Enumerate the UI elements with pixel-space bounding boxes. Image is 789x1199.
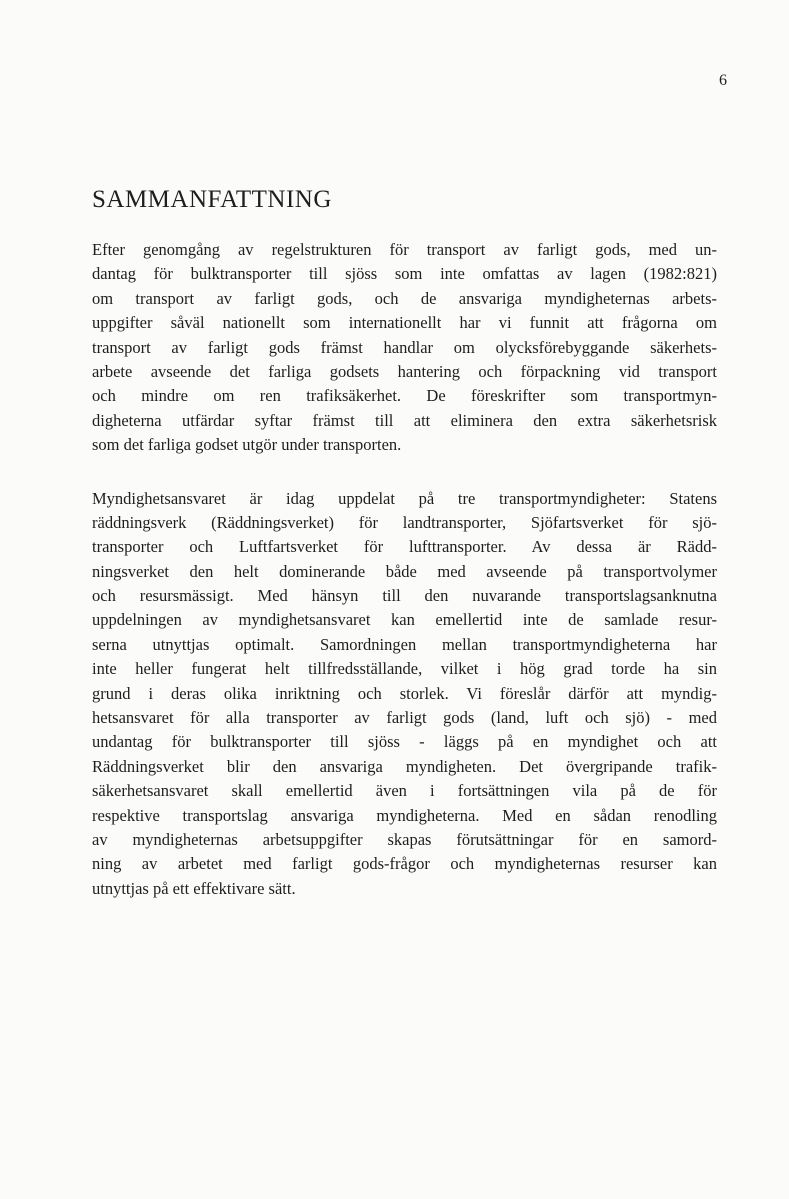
text-line: räddningsverk (Räddningsverket) för landtransporter, Sjöfartsverket för sjö- xyxy=(92,512,717,532)
text-line: och resursmässigt. Med hänsyn till den nuvarande transportslagsanknutna xyxy=(92,586,717,606)
text-line: digheterna utfärdar syftar främst till att eliminera den extra säkerhetsrisk xyxy=(92,410,717,430)
text-line: som det farliga godset utgör under transporten. xyxy=(92,435,402,455)
body-text xyxy=(92,238,717,930)
text-line: ning av arbetet med farligt gods-frågor och myndigheternas resurser kan xyxy=(92,854,717,874)
text-line: transport av farligt gods främst handlar om olycksförebyggande säkerhets- xyxy=(92,337,717,357)
text-line: ningsverket den helt dominerande både med avseende på transportvolymer xyxy=(92,561,717,581)
text-line: transporter och Luftfartsverket för lufttransporter. Av dessa är Rädd- xyxy=(92,537,717,557)
text-line: undantag för bulktransporter till sjöss - läggs på en myndighet och att xyxy=(92,732,717,752)
text-line: utnyttjas på ett effektivare sätt. xyxy=(92,878,296,898)
paragraph-1 xyxy=(92,238,717,458)
text-line: grund i deras olika inriktning och storlek. Vi föreslår därför att myndig- xyxy=(92,683,717,703)
text-line: Efter genomgång av regelstrukturen för transport av farligt gods, med un- xyxy=(92,240,717,259)
page-number: 6 xyxy=(719,72,727,89)
text-line: om transport av farligt gods, och de ansvariga myndigheternas arbets- xyxy=(92,288,717,308)
text-line: hetsansvaret för alla transporter av farligt gods (land, luft och sjö) - med xyxy=(92,708,717,728)
text-line: säkerhetsansvaret skall emellertid även i fortsättningen vila på de för xyxy=(92,781,717,801)
text-line: Myndighetsansvaret är idag uppdelat på tre transportmyndigheter: Statens xyxy=(92,488,717,508)
text-line: serna utnyttjas optimalt. Samordningen mellan transportmyndigheterna har xyxy=(92,634,717,654)
text-line: arbete avseende det farliga godsets hantering och förpackning vid transport xyxy=(92,361,717,381)
text-line: och mindre om ren trafiksäkerhet. De föreskrifter som transportmyn- xyxy=(92,386,717,406)
text-line: dantag för bulktransporter till sjöss som inte omfattas av lagen (1982:821) xyxy=(92,264,717,284)
text-line: inte heller fungerat helt tillfredsställande, vilket i hög grad torde ha sin xyxy=(92,659,717,679)
text-line: Räddningsverket blir den ansvariga myndigheten. Det övergripande trafik- xyxy=(92,756,717,776)
text-line: av myndigheternas arbetsuppgifter skapas förutsättningar för en samord- xyxy=(92,829,717,849)
text-line: uppgifter såväl nationellt som internationellt har vi funnit att frågorna om xyxy=(92,313,717,333)
text-line: uppdelningen av myndighetsansvaret kan emellertid inte de samlade resur- xyxy=(92,610,717,630)
page-title: SAMMANFATTNING xyxy=(92,186,332,213)
paragraph-2 xyxy=(92,487,717,902)
text-line: respektive transportslag ansvariga myndigheterna. Med en sådan renodling xyxy=(92,805,717,825)
